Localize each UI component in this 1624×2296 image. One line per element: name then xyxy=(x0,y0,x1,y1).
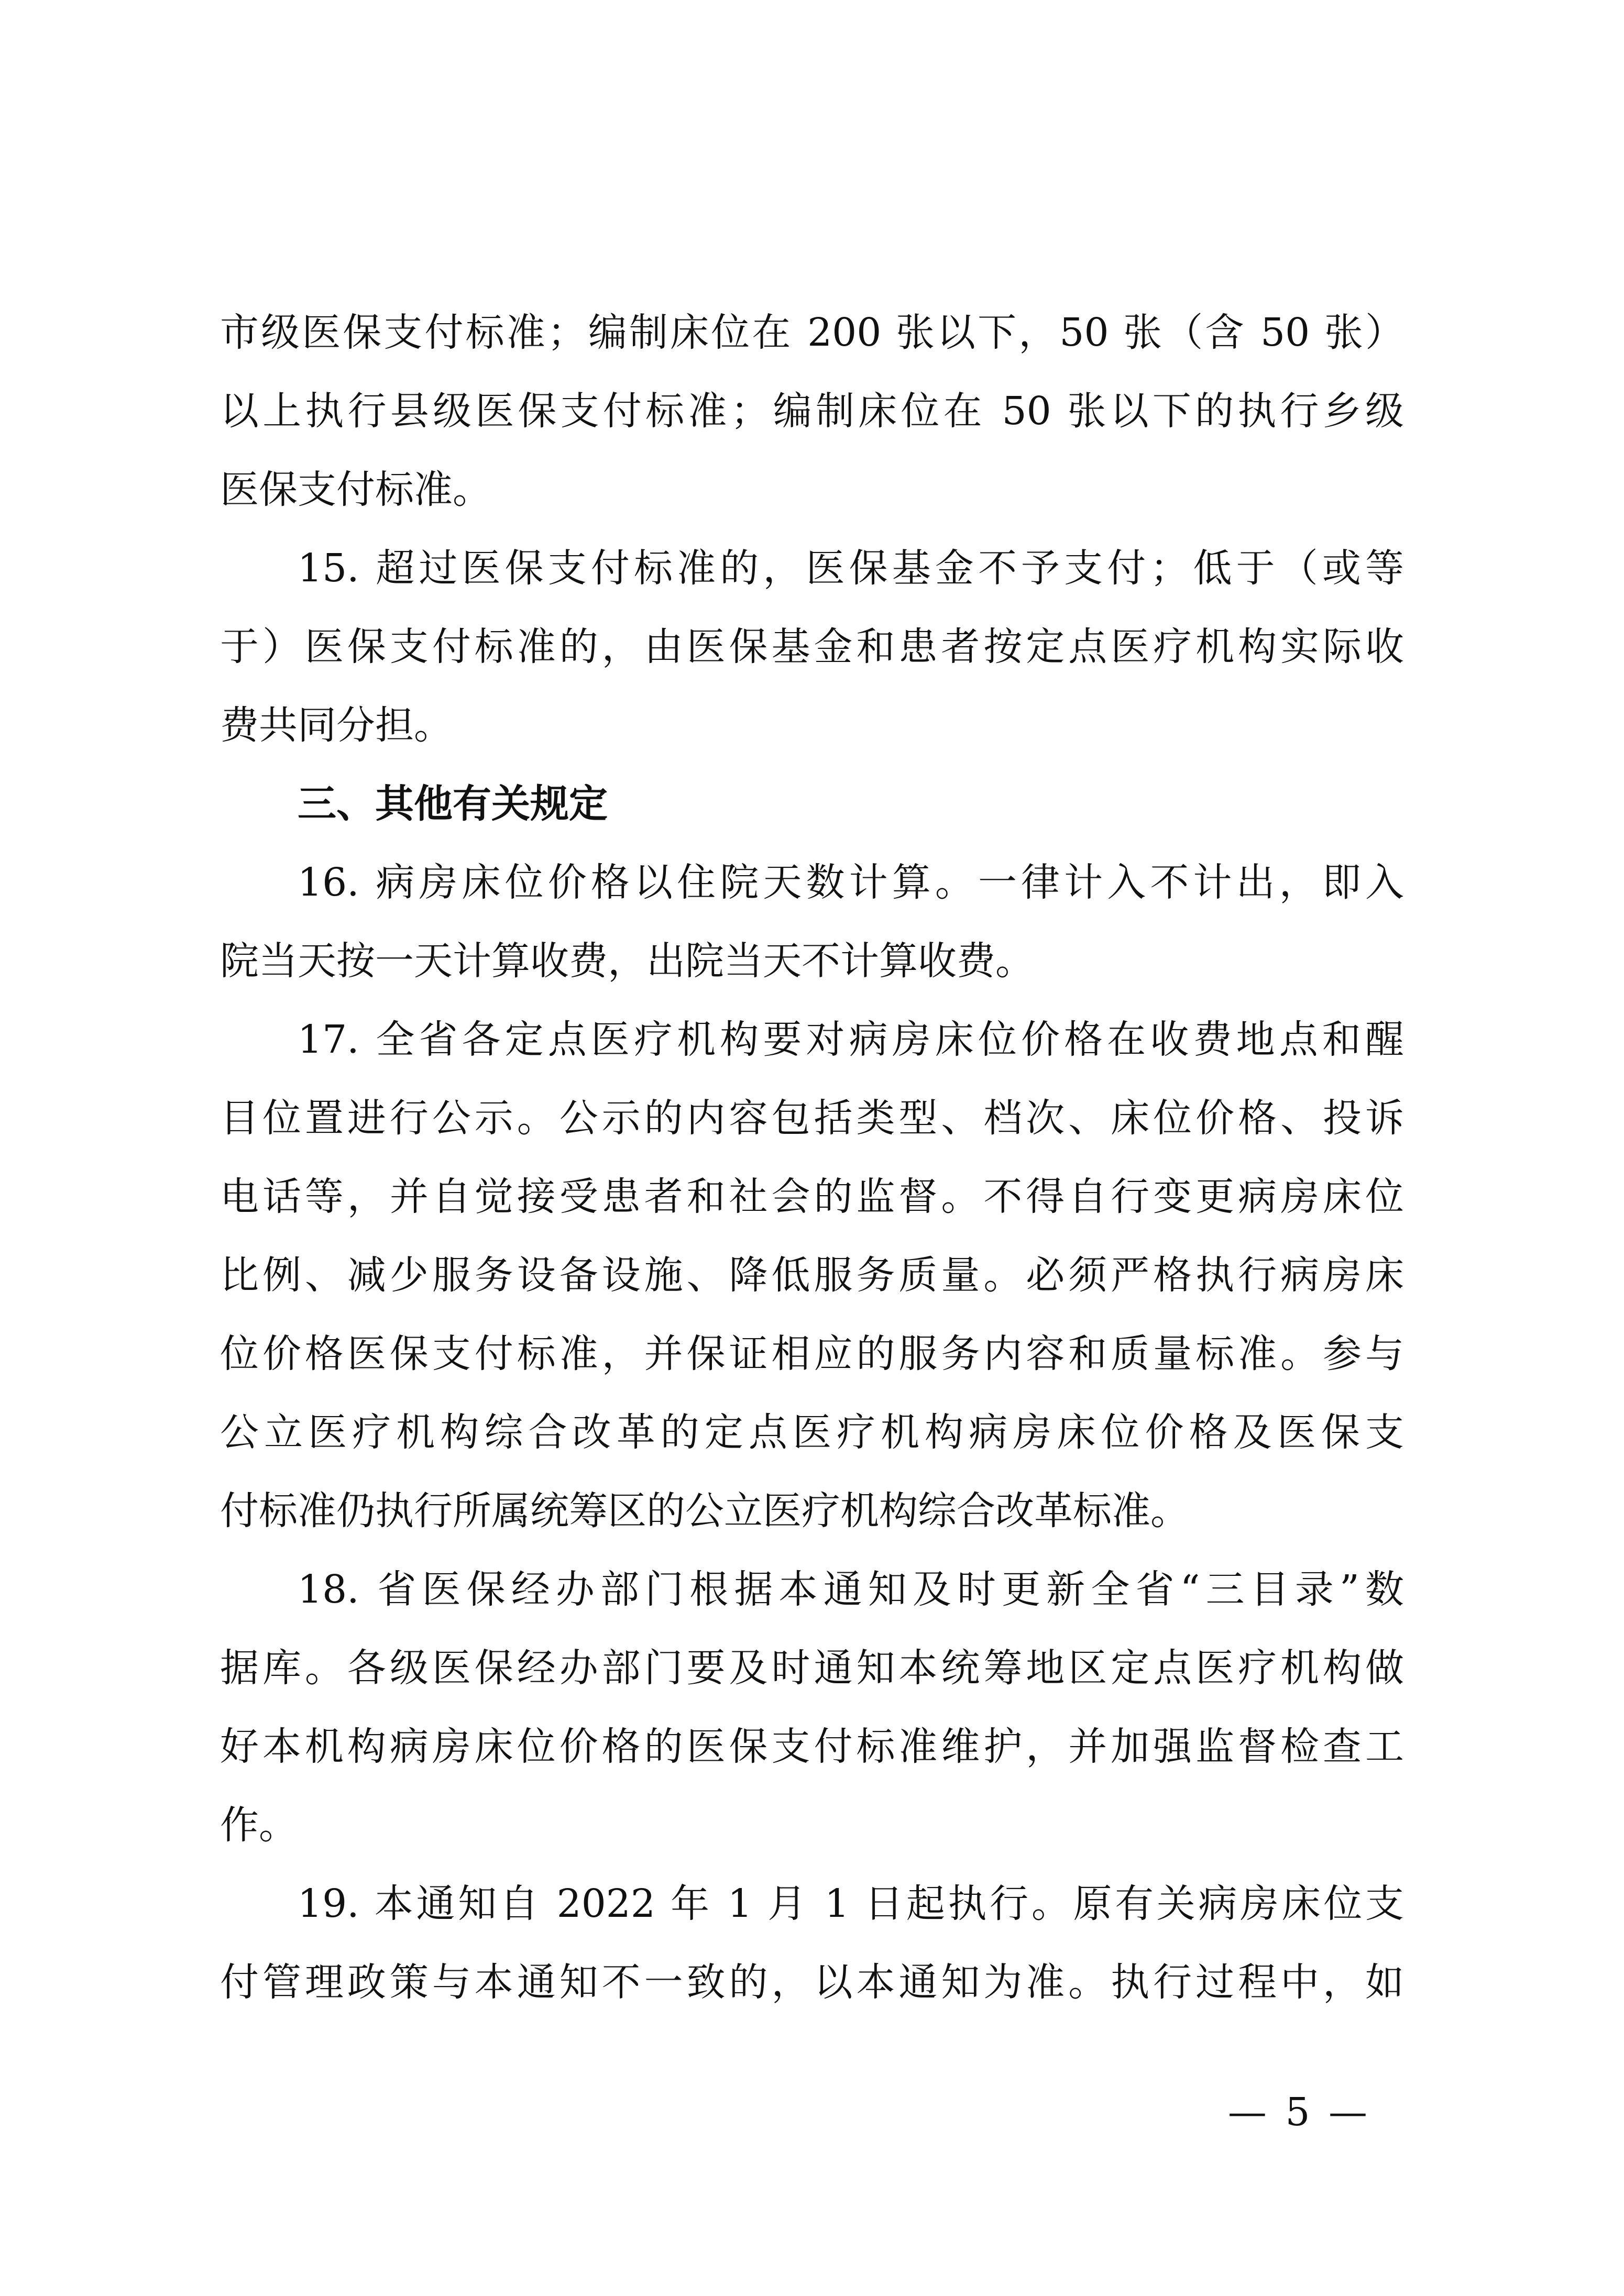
text-line: 付标准仍执行所属统筹区的公立医疗机构综合改革标准。 xyxy=(220,1488,1189,1533)
text-line: 位价格医保支付标准，并保证相应的服务内容和质量标准。参与 xyxy=(220,1331,1404,1376)
section-heading: 三、其他有关规定 xyxy=(298,781,608,826)
text-line: 16. 病房床位价格以住院天数计算。一律计入不计出，即入 xyxy=(298,860,1404,905)
text-line: 费共同分担。 xyxy=(220,703,453,748)
text-line: 作。 xyxy=(220,1803,298,1848)
text-line: 医保支付标准。 xyxy=(220,467,491,512)
text-line: 目位置进行公示。公示的内容包括类型、档次、床位价格、投诉 xyxy=(220,1096,1404,1141)
text-line: 18. 省医保经办部门根据本通知及时更新全省“三目录”数 xyxy=(298,1567,1404,1612)
text-line: 付管理政策与本通知不一致的，以本通知为准。执行过程中，如 xyxy=(220,1960,1404,2005)
text-line: 17. 全省各定点医疗机构要对病房床位价格在收费地点和醒 xyxy=(298,1017,1404,1062)
text-line: 于）医保支付标准的，由医保基金和患者按定点医疗机构实际收 xyxy=(220,624,1404,669)
page-number: — 5 — xyxy=(1227,2090,1371,2135)
text-line: 市级医保支付标准；编制床位在 200 张以下，50 张（含 50 张） xyxy=(220,310,1404,355)
text-line: 以上执行县级医保支付标准；编制床位在 50 张以下的执行乡级 xyxy=(220,389,1404,434)
text-line: 公立医疗机构综合改革的定点医疗机构病房床位价格及医保支 xyxy=(220,1410,1404,1455)
text-line: 院当天按一天计算收费，出院当天不计算收费。 xyxy=(220,939,1034,984)
document-body xyxy=(220,293,1404,2022)
text-line: 15. 超过医保支付标准的，医保基金不予支付；低于（或等 xyxy=(298,546,1404,591)
text-line: 据库。各级医保经办部门要及时通知本统筹地区定点医疗机构做 xyxy=(220,1646,1404,1691)
text-line: 比例、减少服务设备设施、降低服务质量。必须严格执行病房床 xyxy=(220,1253,1404,1298)
text-line: 好本机构病房床位价格的医保支付标准维护，并加强监督检查工 xyxy=(220,1724,1404,1769)
text-line: 19. 本通知自 2022 年 1 月 1 日起执行。原有关病房床位支 xyxy=(298,1881,1404,1926)
text-line: 电话等，并自觉接受患者和社会的监督。不得自行变更病房床位 xyxy=(220,1174,1404,1219)
